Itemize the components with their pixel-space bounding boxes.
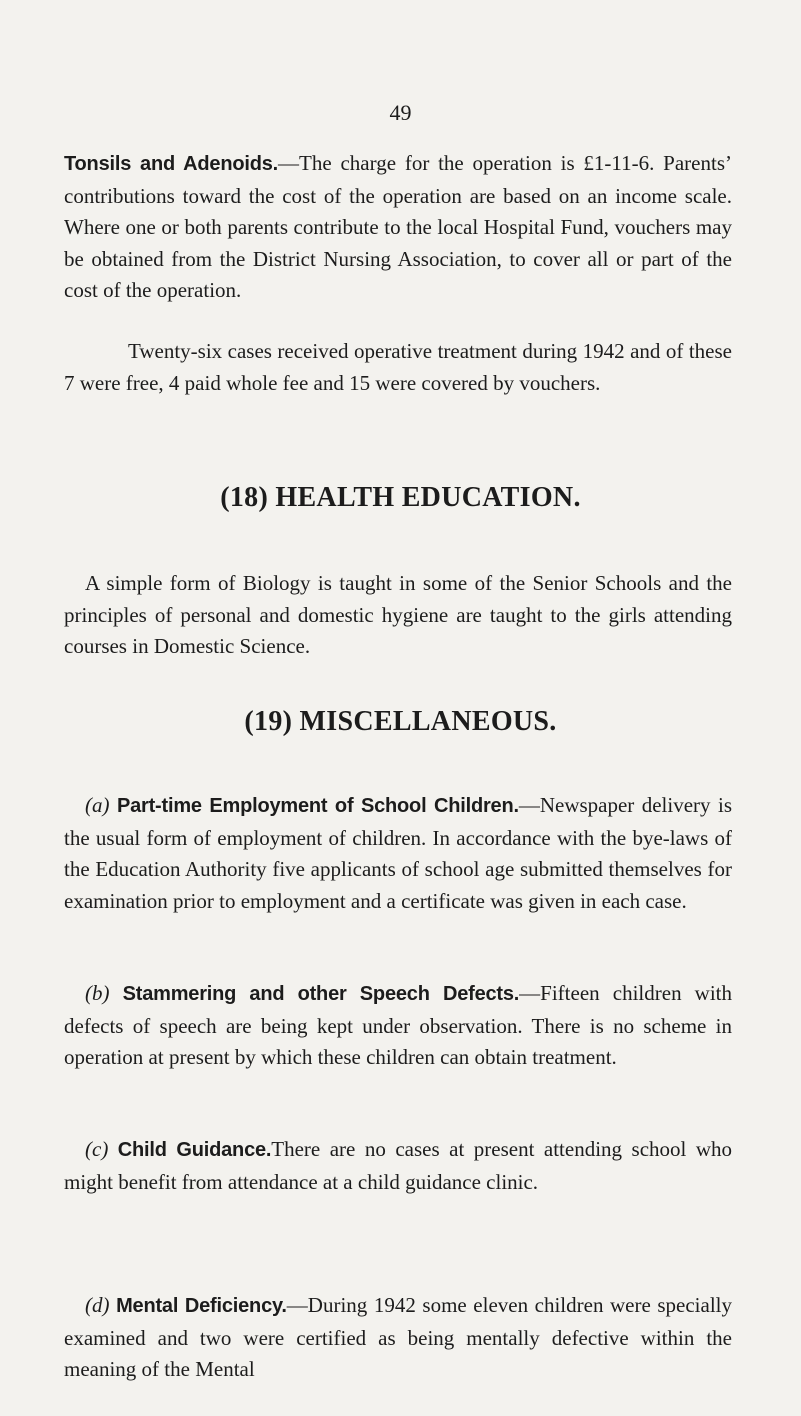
item-b-paragraph <box>64 978 732 1074</box>
item-d-marker: (d) <box>85 1293 110 1317</box>
section-heading-miscellaneous: (19) MISCELLANEOUS. <box>244 706 557 737</box>
page-number: 49 <box>389 100 412 125</box>
item-c-paragraph <box>64 1134 732 1198</box>
item-c-lead: Child Guidance. <box>117 1139 272 1161</box>
item-b-lead: Stammering and other Speech Defects. <box>122 983 520 1005</box>
item-c-marker: (c) <box>85 1137 109 1161</box>
item-a-marker: (a) <box>85 793 110 817</box>
item-b-body: —Fifteen children with defects of speech are being kept under observation. There is no scheme in operation at present by which these children can obtain treatment. <box>64 981 733 1069</box>
item-b-marker: (b) <box>85 981 110 1005</box>
tonsils-lead: Tonsils and Adenoids. <box>64 153 279 175</box>
section-heading-health-education: (18) HEALTH EDUCATION. <box>220 482 581 513</box>
item-a-lead: Part-time Employment of School Children. <box>116 795 519 817</box>
item-d-lead: Mental Deficiency. <box>116 1295 287 1317</box>
operative-cases-paragraph: Twenty-six cases received operative treatment during 1942 and of these 7 were free, 4 paid whole fee and 15 were covered by vouchers. <box>64 339 732 395</box>
tonsils-paragraph <box>64 148 732 307</box>
item-c-body: There are no cases at present attending school who might benefit from attendance at a child guidance clinic. <box>64 1137 732 1194</box>
item-a-paragraph <box>64 790 732 917</box>
tonsils-body: —The charge for the operation is £1-11-6. Parents’ contributions toward the cost of the operation are based on an income scale. Where one or both parents contribute to the local Hospital Fund, vouchers may be obtained from the District Nursing Association, to cover all or part of the cost of the operation. <box>64 151 732 302</box>
item-d-body: —During 1942 some eleven children were specially examined and two were certified as being mentally defective within the meaning of the Mental <box>64 1293 732 1381</box>
health-education-paragraph: A simple form of Biology is taught in some of the Senior Schools and the principles of personal and domestic hygiene are taught to the girls attending courses in Domestic Science. <box>64 571 732 658</box>
item-d-paragraph <box>64 1290 732 1386</box>
item-a-body: —Newspaper delivery is the usual form of employment of children. In accordance with the bye-laws of the Education Authority five applicants of school age submitted themselves for examination prior to employment and a certificate was given in each case. <box>64 793 732 913</box>
